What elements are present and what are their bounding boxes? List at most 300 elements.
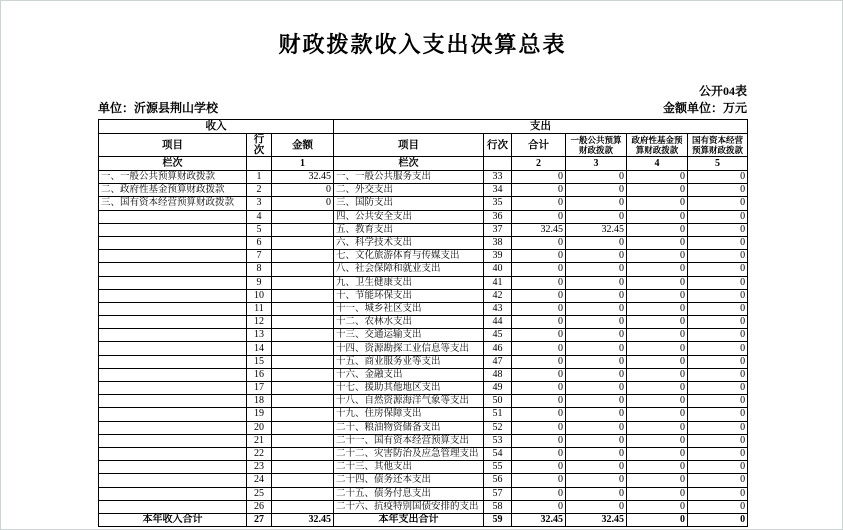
- expense-item-cell: 十七、援助其他地区支出: [334, 382, 484, 395]
- expense-item-cell: 十一、城乡社区支出: [334, 302, 484, 315]
- expense-item-cell: 十二、农林水支出: [334, 316, 484, 329]
- expense-statecap-cell: 0: [688, 223, 748, 236]
- income-amount-cell: [272, 474, 334, 487]
- expense-line-cell: 56: [484, 474, 512, 487]
- expense-general-cell: 0: [566, 276, 627, 289]
- expense-line-cell: 38: [484, 236, 512, 249]
- expense-line-cell: 59: [484, 513, 512, 526]
- income-line-cell: 15: [247, 355, 272, 368]
- expense-section-header: 支出: [334, 120, 748, 134]
- income-item-cell: [99, 368, 247, 381]
- expense-line-cell: 52: [484, 421, 512, 434]
- expense-line-cell: 42: [484, 289, 512, 302]
- expense-item-cell: 十三、交通运输支出: [334, 329, 484, 342]
- col-header-income-amount: 金额: [272, 134, 334, 157]
- expense-item-cell: 七、文化旅游体育与传媒支出: [334, 250, 484, 263]
- income-line-cell: 27: [247, 513, 272, 526]
- lanci-expense-govfund-no: 4: [627, 157, 688, 171]
- income-amount-cell: 0: [272, 197, 334, 210]
- expense-item-cell: 四、公共安全支出: [334, 210, 484, 223]
- table-row: [99, 434, 748, 447]
- expense-general-cell: 32.45: [566, 513, 627, 526]
- income-item-cell: [99, 421, 247, 434]
- expense-line-cell: 47: [484, 355, 512, 368]
- table-row: [99, 408, 748, 421]
- expense-total-cell: 32.45: [512, 513, 566, 526]
- table-row: [99, 342, 748, 355]
- expense-item-cell: 二十三、其他支出: [334, 461, 484, 474]
- expense-total-cell: 0: [512, 316, 566, 329]
- income-amount-cell: [272, 263, 334, 276]
- expense-govfund-cell: 0: [627, 461, 688, 474]
- income-amount-cell: [272, 316, 334, 329]
- income-item-cell: [99, 289, 247, 302]
- table-row: [99, 276, 748, 289]
- income-amount-cell: 32.45: [272, 171, 334, 184]
- expense-item-cell: 十八、自然资源海洋气象等支出: [334, 395, 484, 408]
- expense-general-cell: 0: [566, 408, 627, 421]
- income-item-cell: [99, 263, 247, 276]
- expense-total-cell: 0: [512, 329, 566, 342]
- table-row: [99, 250, 748, 263]
- expense-item-cell: 十、节能环保支出: [334, 289, 484, 302]
- expense-statecap-cell: 0: [688, 342, 748, 355]
- income-line-cell: 20: [247, 421, 272, 434]
- expense-general-cell: 0: [566, 434, 627, 447]
- meta-line: [98, 100, 747, 117]
- expense-general-cell: 0: [566, 210, 627, 223]
- income-amount-cell: [272, 236, 334, 249]
- expense-statecap-cell: 0: [688, 276, 748, 289]
- table-row: [99, 395, 748, 408]
- income-item-cell: [99, 500, 247, 513]
- table-row: [99, 368, 748, 381]
- lanci-expense-label: 栏次: [334, 157, 484, 171]
- income-line-cell: 13: [247, 329, 272, 342]
- expense-total-cell: 0: [512, 500, 566, 513]
- expense-line-cell: 39: [484, 250, 512, 263]
- income-line-cell: 7: [247, 250, 272, 263]
- col-header-expense-general-budget: 一般公共预算财政拨款: [566, 134, 627, 157]
- expense-general-cell: 0: [566, 461, 627, 474]
- income-amount-cell: [272, 500, 334, 513]
- expense-general-cell: 0: [566, 184, 627, 197]
- income-line-cell: 3: [247, 197, 272, 210]
- table-row: [99, 474, 748, 487]
- expense-line-cell: 40: [484, 263, 512, 276]
- income-line-cell: 22: [247, 447, 272, 460]
- table-row: [99, 487, 748, 500]
- expense-general-cell: 0: [566, 368, 627, 381]
- income-amount-cell: [272, 434, 334, 447]
- income-line-cell: 4: [247, 210, 272, 223]
- income-line-cell: 6: [247, 236, 272, 249]
- income-item-cell: [99, 474, 247, 487]
- expense-line-cell: 57: [484, 487, 512, 500]
- income-item-cell: [99, 447, 247, 460]
- income-section-header: 收入: [99, 120, 334, 134]
- expense-line-cell: 58: [484, 500, 512, 513]
- income-item-cell: [99, 276, 247, 289]
- expense-line-cell: 51: [484, 408, 512, 421]
- expense-statecap-cell: 0: [688, 329, 748, 342]
- income-item-cell: [99, 316, 247, 329]
- col-header-expense-item: 项目: [334, 134, 484, 157]
- table-row: [99, 316, 748, 329]
- col-header-income-item: 项目: [99, 134, 247, 157]
- expense-statecap-cell: 0: [688, 513, 748, 526]
- income-amount-cell: [272, 223, 334, 236]
- income-amount-cell: [272, 447, 334, 460]
- income-item-cell: [99, 382, 247, 395]
- expense-item-cell: 二十五、债务付息支出: [334, 487, 484, 500]
- expense-total-cell: 0: [512, 171, 566, 184]
- income-item-cell: [99, 395, 247, 408]
- expense-total-cell: 0: [512, 421, 566, 434]
- table-row: [99, 302, 748, 315]
- expense-total-cell: 0: [512, 368, 566, 381]
- income-line-cell: 12: [247, 316, 272, 329]
- expense-statecap-cell: 0: [688, 474, 748, 487]
- expense-total-cell: 0: [512, 408, 566, 421]
- col-header-expense-line: 行次: [484, 134, 512, 157]
- expense-govfund-cell: 0: [627, 513, 688, 526]
- table-row: [99, 236, 748, 249]
- col-header-expense-state-capital: 国有资本经营预算财政拨款: [688, 134, 748, 157]
- expense-statecap-cell: 0: [688, 355, 748, 368]
- income-amount-cell: [272, 355, 334, 368]
- income-line-cell: 19: [247, 408, 272, 421]
- income-amount-cell: [272, 289, 334, 302]
- income-item-cell: [99, 487, 247, 500]
- table-code-label: 公开04表: [698, 84, 747, 98]
- expense-total-cell: 0: [512, 276, 566, 289]
- expense-item-cell: 二十六、抗疫特别国债安排的支出: [334, 500, 484, 513]
- income-line-cell: 21: [247, 434, 272, 447]
- expense-statecap-cell: 0: [688, 487, 748, 500]
- expense-item-cell: 二十一、国有资本经营预算支出: [334, 434, 484, 447]
- expense-govfund-cell: 0: [627, 342, 688, 355]
- expense-item-cell: 三、国防支出: [334, 197, 484, 210]
- income-amount-cell: [272, 382, 334, 395]
- expense-item-cell: 十九、住房保障支出: [334, 408, 484, 421]
- expense-general-cell: 0: [566, 487, 627, 500]
- expense-item-cell: 十六、金融支出: [334, 368, 484, 381]
- expense-general-cell: 0: [566, 289, 627, 302]
- expense-govfund-cell: 0: [627, 421, 688, 434]
- income-line-cell: 25: [247, 487, 272, 500]
- income-amount-cell: [272, 395, 334, 408]
- income-amount-cell: [272, 408, 334, 421]
- expense-govfund-cell: 0: [627, 382, 688, 395]
- income-item-cell: [99, 250, 247, 263]
- expense-line-cell: 41: [484, 276, 512, 289]
- expense-general-cell: 0: [566, 395, 627, 408]
- income-amount-cell: [272, 487, 334, 500]
- expense-statecap-cell: 0: [688, 434, 748, 447]
- income-item-cell: [99, 408, 247, 421]
- expense-item-cell: 六、科学技术支出: [334, 236, 484, 249]
- column-header-row: [99, 134, 748, 157]
- expense-govfund-cell: 0: [627, 263, 688, 276]
- expense-statecap-cell: 0: [688, 250, 748, 263]
- income-item-cell: [99, 434, 247, 447]
- expense-statecap-cell: 0: [688, 461, 748, 474]
- expense-general-cell: 32.45: [566, 223, 627, 236]
- expense-general-cell: 0: [566, 474, 627, 487]
- expense-govfund-cell: 0: [627, 487, 688, 500]
- expense-govfund-cell: 0: [627, 355, 688, 368]
- expense-statecap-cell: 0: [688, 289, 748, 302]
- expense-total-cell: 0: [512, 342, 566, 355]
- fiscal-table: [98, 119, 748, 527]
- expense-general-cell: 0: [566, 263, 627, 276]
- expense-statecap-cell: 0: [688, 421, 748, 434]
- expense-govfund-cell: 0: [627, 223, 688, 236]
- expense-govfund-cell: 0: [627, 210, 688, 223]
- income-line-cell: 14: [247, 342, 272, 355]
- income-amount-cell: [272, 342, 334, 355]
- lanci-expense-statecap-no: 5: [688, 157, 748, 171]
- expense-govfund-cell: 0: [627, 171, 688, 184]
- expense-statecap-cell: 0: [688, 382, 748, 395]
- table-row: [99, 382, 748, 395]
- expense-govfund-cell: 0: [627, 474, 688, 487]
- expense-general-cell: 0: [566, 329, 627, 342]
- expense-statecap-cell: 0: [688, 236, 748, 249]
- expense-statecap-cell: 0: [688, 263, 748, 276]
- lanci-expense-general-no: 3: [566, 157, 627, 171]
- income-amount-cell: [272, 461, 334, 474]
- lanci-expense-line: [484, 157, 512, 171]
- col-header-income-line: 行次: [247, 134, 272, 157]
- income-line-cell: 18: [247, 395, 272, 408]
- expense-item-cell: 二十、粮油物资储备支出: [334, 421, 484, 434]
- table-row: [99, 500, 748, 513]
- expense-line-cell: 44: [484, 316, 512, 329]
- expense-item-cell: 九、卫生健康支出: [334, 276, 484, 289]
- expense-statecap-cell: 0: [688, 171, 748, 184]
- expense-govfund-cell: 0: [627, 395, 688, 408]
- expense-line-cell: 53: [484, 434, 512, 447]
- income-item-cell: 本年收入合计: [99, 513, 247, 526]
- table-row: [99, 197, 748, 210]
- expense-general-cell: 0: [566, 447, 627, 460]
- expense-general-cell: 0: [566, 171, 627, 184]
- col-header-expense-total: 合计: [512, 134, 566, 157]
- expense-total-cell: 0: [512, 487, 566, 500]
- income-amount-cell: [272, 421, 334, 434]
- income-line-cell: 2: [247, 184, 272, 197]
- expense-item-cell: 十四、资源勘探工业信息等支出: [334, 342, 484, 355]
- income-line-cell: 23: [247, 461, 272, 474]
- expense-line-cell: 48: [484, 368, 512, 381]
- expense-statecap-cell: 0: [688, 316, 748, 329]
- income-line-cell: 17: [247, 382, 272, 395]
- income-line-cell: 9: [247, 276, 272, 289]
- expense-general-cell: 0: [566, 355, 627, 368]
- expense-total-cell: 0: [512, 382, 566, 395]
- expense-line-cell: 37: [484, 223, 512, 236]
- expense-total-cell: 0: [512, 184, 566, 197]
- expense-statecap-cell: 0: [688, 302, 748, 315]
- expense-govfund-cell: 0: [627, 408, 688, 421]
- lanci-income-label: 栏次: [99, 157, 247, 171]
- expense-line-cell: 55: [484, 461, 512, 474]
- income-item-cell: 一、一般公共预算财政拨款: [99, 171, 247, 184]
- expense-line-cell: 36: [484, 210, 512, 223]
- income-item-cell: [99, 223, 247, 236]
- expense-general-cell: 0: [566, 382, 627, 395]
- income-amount-cell: [272, 302, 334, 315]
- expense-statecap-cell: 0: [688, 500, 748, 513]
- income-amount-cell: [272, 329, 334, 342]
- expense-total-cell: 0: [512, 474, 566, 487]
- expense-total-cell: 0: [512, 236, 566, 249]
- table-row: [99, 184, 748, 197]
- table-row: [99, 289, 748, 302]
- table-body: [99, 171, 748, 527]
- expense-line-cell: 46: [484, 342, 512, 355]
- expense-govfund-cell: 0: [627, 500, 688, 513]
- expense-govfund-cell: 0: [627, 236, 688, 249]
- column-number-row: [99, 157, 748, 171]
- expense-govfund-cell: 0: [627, 329, 688, 342]
- expense-line-cell: 50: [484, 395, 512, 408]
- expense-line-cell: 45: [484, 329, 512, 342]
- expense-total-cell: 0: [512, 395, 566, 408]
- income-amount-cell: 32.45: [272, 513, 334, 526]
- expense-line-cell: 33: [484, 171, 512, 184]
- expense-total-cell: 0: [512, 263, 566, 276]
- table-row: [99, 263, 748, 276]
- expense-total-cell: 0: [512, 210, 566, 223]
- expense-statecap-cell: 0: [688, 408, 748, 421]
- income-item-cell: [99, 236, 247, 249]
- lanci-income-line: [247, 157, 272, 171]
- expense-govfund-cell: 0: [627, 250, 688, 263]
- expense-total-cell: 0: [512, 197, 566, 210]
- expense-statecap-cell: 0: [688, 395, 748, 408]
- expense-statecap-cell: 0: [688, 184, 748, 197]
- expense-total-cell: 0: [512, 434, 566, 447]
- expense-total-cell: 32.45: [512, 223, 566, 236]
- income-item-cell: [99, 329, 247, 342]
- expense-line-cell: 43: [484, 302, 512, 315]
- table-row: [99, 210, 748, 223]
- table-total-row: [99, 513, 748, 526]
- income-line-cell: 16: [247, 368, 272, 381]
- income-line-cell: 26: [247, 500, 272, 513]
- expense-line-cell: 54: [484, 447, 512, 460]
- lanci-expense-total-no: 2: [512, 157, 566, 171]
- expense-govfund-cell: 0: [627, 276, 688, 289]
- income-amount-cell: [272, 210, 334, 223]
- expense-total-cell: 0: [512, 355, 566, 368]
- income-item-cell: [99, 355, 247, 368]
- expense-total-cell: 0: [512, 461, 566, 474]
- expense-item-cell: 一、一般公共服务支出: [334, 171, 484, 184]
- expense-general-cell: 0: [566, 236, 627, 249]
- income-item-cell: 二、政府性基金预算财政拨款: [99, 184, 247, 197]
- org-unit-label: 单位：沂源县荆山学校: [98, 101, 219, 115]
- lanci-income-amount-no: 1: [272, 157, 334, 171]
- expense-total-cell: 0: [512, 250, 566, 263]
- expense-item-cell: 二、外交支出: [334, 184, 484, 197]
- table-row: [99, 461, 748, 474]
- income-item-cell: [99, 210, 247, 223]
- expense-general-cell: 0: [566, 250, 627, 263]
- col-header-expense-gov-fund: 政府性基金预算财政拨款: [627, 134, 688, 157]
- expense-general-cell: 0: [566, 500, 627, 513]
- income-line-cell: 1: [247, 171, 272, 184]
- expense-govfund-cell: 0: [627, 302, 688, 315]
- expense-general-cell: 0: [566, 197, 627, 210]
- expense-line-cell: 35: [484, 197, 512, 210]
- expense-total-cell: 0: [512, 302, 566, 315]
- amount-unit-label: 金额单位：万元: [662, 101, 747, 115]
- table-row: [99, 447, 748, 460]
- expense-govfund-cell: 0: [627, 289, 688, 302]
- expense-govfund-cell: 0: [627, 434, 688, 447]
- page-title: 财政拨款收入支出决算总表: [278, 32, 567, 57]
- expense-govfund-cell: 0: [627, 368, 688, 381]
- income-amount-cell: [272, 276, 334, 289]
- expense-total-cell: 0: [512, 289, 566, 302]
- expense-general-cell: 0: [566, 316, 627, 329]
- expense-govfund-cell: 0: [627, 447, 688, 460]
- expense-item-cell: 十五、商业服务业等支出: [334, 355, 484, 368]
- expense-item-cell: 本年支出合计: [334, 513, 484, 526]
- expense-total-cell: 0: [512, 447, 566, 460]
- income-item-cell: [99, 461, 247, 474]
- expense-statecap-cell: 0: [688, 210, 748, 223]
- income-line-cell: 11: [247, 302, 272, 315]
- section-header-row: [99, 120, 748, 134]
- income-item-cell: [99, 342, 247, 355]
- expense-govfund-cell: 0: [627, 316, 688, 329]
- expense-item-cell: 二十四、债务还本支出: [334, 474, 484, 487]
- expense-general-cell: 0: [566, 302, 627, 315]
- income-line-cell: 24: [247, 474, 272, 487]
- meta-block: [98, 83, 747, 117]
- table-row: [99, 223, 748, 236]
- expense-govfund-cell: 0: [627, 184, 688, 197]
- expense-statecap-cell: 0: [688, 447, 748, 460]
- expense-general-cell: 0: [566, 342, 627, 355]
- expense-general-cell: 0: [566, 421, 627, 434]
- expense-statecap-cell: 0: [688, 197, 748, 210]
- table-row: [99, 329, 748, 342]
- expense-line-cell: 49: [484, 382, 512, 395]
- expense-item-cell: 五、教育支出: [334, 223, 484, 236]
- expense-statecap-cell: 0: [688, 368, 748, 381]
- table-row: [99, 355, 748, 368]
- income-line-cell: 10: [247, 289, 272, 302]
- table-row: [99, 421, 748, 434]
- income-item-cell: [99, 302, 247, 315]
- income-item-cell: 三、国有资本经营预算财政拨款: [99, 197, 247, 210]
- income-line-cell: 5: [247, 223, 272, 236]
- expense-govfund-cell: 0: [627, 197, 688, 210]
- expense-item-cell: 八、社会保障和就业支出: [334, 263, 484, 276]
- table-row: [99, 171, 748, 184]
- expense-item-cell: 二十二、灾害防治及应急管理支出: [334, 447, 484, 460]
- income-amount-cell: [272, 250, 334, 263]
- income-amount-cell: [272, 368, 334, 381]
- income-line-cell: 8: [247, 263, 272, 276]
- expense-line-cell: 34: [484, 184, 512, 197]
